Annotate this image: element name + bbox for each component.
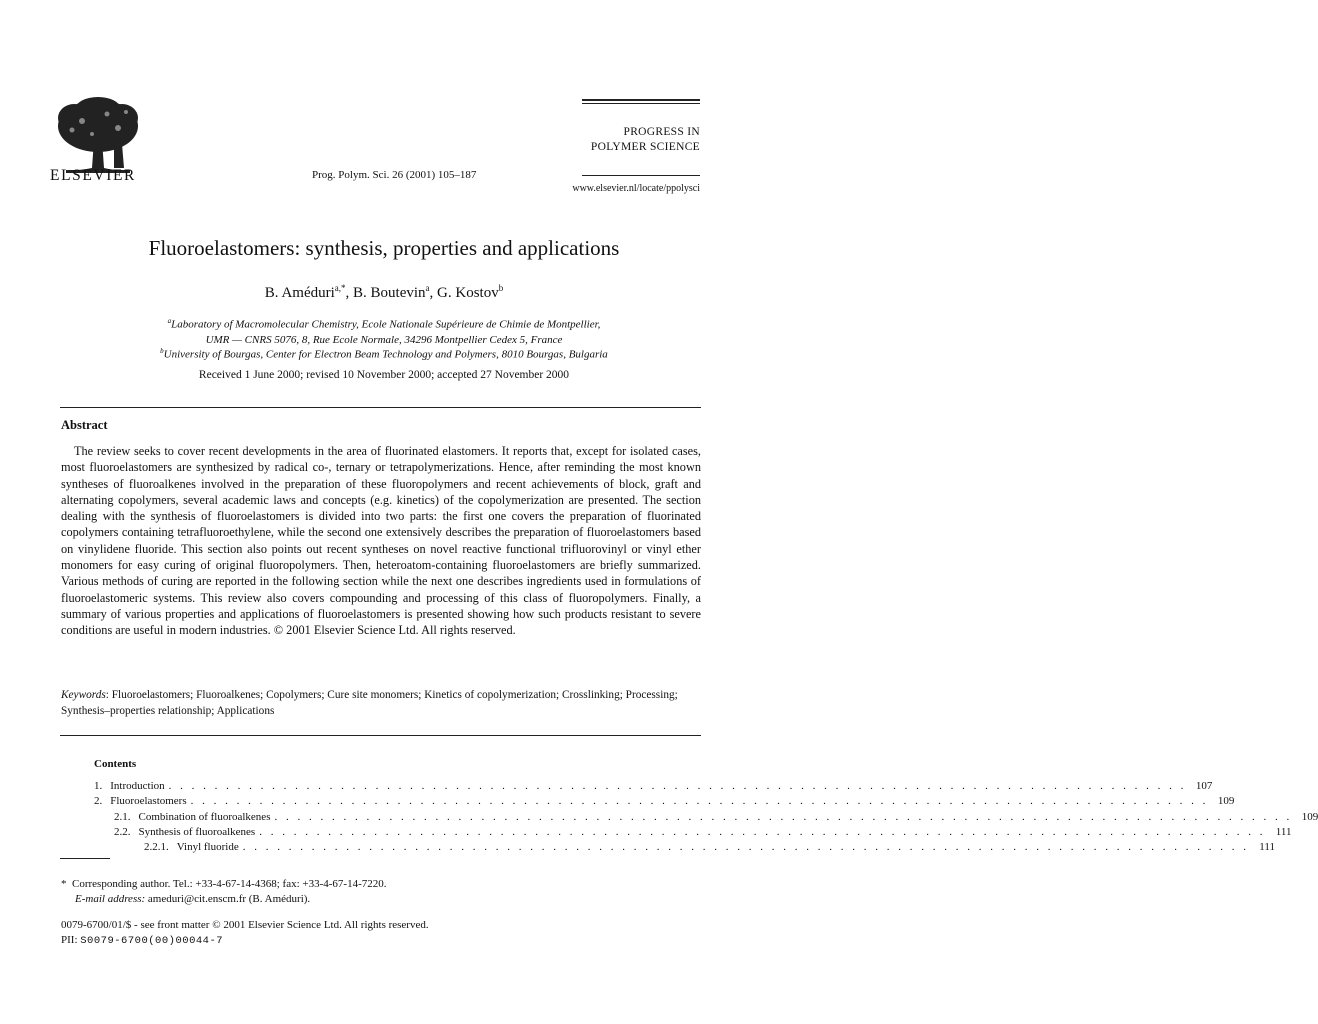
received-dates: Received 1 June 2000; revised 10 November 2000; accepted 27 November 2000 bbox=[198, 369, 570, 381]
journal-name-line2: POLYMER SCIENCE bbox=[590, 140, 700, 153]
affiliation-mark: b bbox=[160, 347, 164, 355]
publisher-name: ELSEVIER bbox=[50, 167, 136, 184]
affiliation-line: University of Bourgas, Center for Electron Beam Technology and Polymers, 8010 Bourgas, Bulgaria bbox=[163, 348, 608, 361]
toc-label: Synthesis of fluoroalkenes bbox=[138, 825, 256, 838]
toc-page: 111 bbox=[1275, 825, 1292, 838]
affiliation-line: UMR — CNRS 5076, 8, Rue Ecole Normale, 34296 Montpellier Cedex 5, France bbox=[205, 333, 563, 346]
pii-label: PII: bbox=[61, 934, 78, 946]
toc-label: Introduction bbox=[110, 780, 165, 792]
toc-number: 2.2. bbox=[114, 825, 131, 838]
abstract-text: The review seeks to cover recent developments in the area of fluorinated elastomers. It reports that, except for isolated cases, most fluoroelastomers are synthesized by radical co-, ternary or tetrapolymerizations. Hence, after reminding the most known syntheses of fluoroalkenes involved in the preparation of these fluoropolymers and recent achievements of block, graft and alternating copolymers, several academic laws and concepts (e.g. kinetics) of the copolymerization are presented. The section dealing with the synthesis of fluoroelastomers is divided into two parts: the first one covers the preparation of fluorinated copolymers containing tetrafluoroethylene, while the second one extensively describes the preparation of fluoroelastomers based on vinylidene fluoride. This section also points out recent syntheses on novel reactive functional trifluorovinyl or vinyl ether monomers for easy curing of original fluoropolymers. Then, heteroatom-containing fluoroelastomers are briefly summarized. Various methods of curing are reported in the following section while the next one describes ingredients used in formulations of fluoroelastomeric systems. This review also covers compounding and processing of this class of fluoropolymers. Finally, a summary of various properties and applications of fluoroelastomers is presented showing how such products resistant to severe conditions are useful in modern industries. © 2001 Elsevier Science Ltd. All rights reserved. bbox=[61, 444, 701, 638]
toc-page: 109 bbox=[1217, 795, 1235, 808]
toc-entry[interactable] bbox=[94, 795, 1235, 810]
toc-page: 107 bbox=[1195, 780, 1213, 792]
toc-leader: . . . . . . . . . . . . . . . . . . . . . . . . . . . . . . . . . . . . . . . . . . . . . . . . . . . . . . . . . . . . . . . . . . . . . . . . . . . . . . . . . . . . . . . . bbox=[242, 841, 1249, 854]
toc-page: 111 bbox=[1259, 841, 1275, 854]
corresponding-author: Corresponding author. Tel.: +33-4-67-14-4368; fax: +33-4-67-14-7220. bbox=[72, 878, 387, 890]
toc-page: 109 bbox=[1301, 810, 1318, 823]
footnote bbox=[61, 877, 387, 907]
author-name: G. Kostov bbox=[437, 285, 499, 301]
journal-name-line1: PROGRESS IN bbox=[623, 126, 700, 138]
author-name: B. Améduri bbox=[264, 285, 335, 301]
footnote-rule bbox=[60, 858, 110, 859]
keywords bbox=[61, 687, 701, 719]
toc-label: Fluoroelastomers bbox=[110, 795, 187, 808]
affiliation-a bbox=[0, 314, 768, 348]
affiliation-mark: a bbox=[167, 317, 172, 325]
journal-url[interactable]: www.elsevier.nl/locate/ppolysci bbox=[572, 183, 700, 194]
toc-number: 2. bbox=[94, 795, 103, 808]
author-affiliation-mark: b bbox=[498, 283, 504, 293]
toc-number: 1. bbox=[94, 780, 103, 792]
toc-leader: . . . . . . . . . . . . . . . . . . . . . . . . . . . . . . . . . . . . . . . . . . . . . . . . . . . . . . . . . . . . . . . . . . . . . . . . . . . . . . . . . . . . . . . . . bbox=[168, 780, 1187, 792]
section-divider bbox=[60, 735, 701, 736]
email-address[interactable]: ameduri@cit.enscm.fr (B. Améduri). bbox=[147, 893, 311, 905]
section-divider bbox=[60, 407, 701, 408]
footnote-marker: * bbox=[61, 878, 67, 890]
toc-entry[interactable] bbox=[94, 780, 1213, 795]
journal-citation: Prog. Polym. Sci. 26 (2001) 105–187 bbox=[312, 169, 477, 181]
toc-label: Combination of fluoroalkenes bbox=[138, 810, 271, 823]
toc-entry[interactable] bbox=[94, 810, 1318, 826]
journal-rule bbox=[582, 99, 700, 101]
toc-leader: . . . . . . . . . . . . . . . . . . . . . . . . . . . . . . . . . . . . . . . . . . . . . . . . . . . . . . . . . . . . . . . . . . . . . . . . . . . . . . . . . . . . . . . . bbox=[259, 825, 1266, 838]
abstract-heading: Abstract bbox=[61, 418, 108, 432]
author-list: B. Améduri$^{a,*}$, B. Boutevin$^a$, G. Kostov$^b$ bbox=[264, 283, 504, 301]
affiliation-b bbox=[0, 344, 768, 363]
toc-number: 2.2.1. bbox=[144, 841, 169, 854]
toc-entry[interactable] bbox=[94, 825, 1292, 841]
email-label: E-mail address: bbox=[75, 893, 146, 905]
toc-leader: . . . . . . . . . . . . . . . . . . . . . . . . . . . . . . . . . . . . . . . . . . . . . . . . . . . . . . . . . . . . . . . . . . . . . . . . . . . . . . . . . . . . . . . . . bbox=[274, 810, 1293, 823]
article-title: Fluoroelastomers: synthesis, properties and applications bbox=[148, 236, 620, 260]
toc-label: Vinyl fluoride bbox=[176, 841, 239, 854]
front-matter bbox=[61, 918, 429, 949]
toc-number: 2.1. bbox=[114, 810, 131, 823]
toc-entry[interactable] bbox=[94, 841, 1275, 856]
journal-name bbox=[560, 125, 700, 154]
toc-leader: . . . . . . . . . . . . . . . . . . . . . . . . . . . . . . . . . . . . . . . . . . . . . . . . . . . . . . . . . . . . . . . . . . . . . . . . . . . . . . . . . . . . . . . . . bbox=[190, 795, 1209, 808]
pii-code: S0079-6700(00)00044-7 bbox=[80, 935, 224, 947]
journal-rule bbox=[582, 103, 700, 104]
author-affiliation-mark: a,* bbox=[334, 283, 346, 293]
keywords-list: : Fluoroelastomers; Fluoroalkenes; Copolymers; Cure site monomers; Kinetics of copolymerization; Crosslinking; Processing; Synthesis–properties relationship; Applications bbox=[61, 689, 678, 717]
affiliation-line: Laboratory of Macromolecular Chemistry, Ecole Nationale Supérieure de Chimie de Montpellier, bbox=[171, 318, 601, 331]
copyright-line: 0079-6700/01/$ - see front matter © 2001 Elsevier Science Ltd. All rights reserved. bbox=[61, 919, 429, 931]
contents-heading: Contents bbox=[94, 758, 137, 770]
keywords-label: Keywords bbox=[61, 689, 106, 701]
table-of-contents bbox=[94, 780, 1318, 856]
author-name: B. Boutevin bbox=[353, 285, 426, 301]
journal-rule bbox=[582, 175, 700, 176]
author-affiliation-mark: a bbox=[425, 283, 430, 293]
